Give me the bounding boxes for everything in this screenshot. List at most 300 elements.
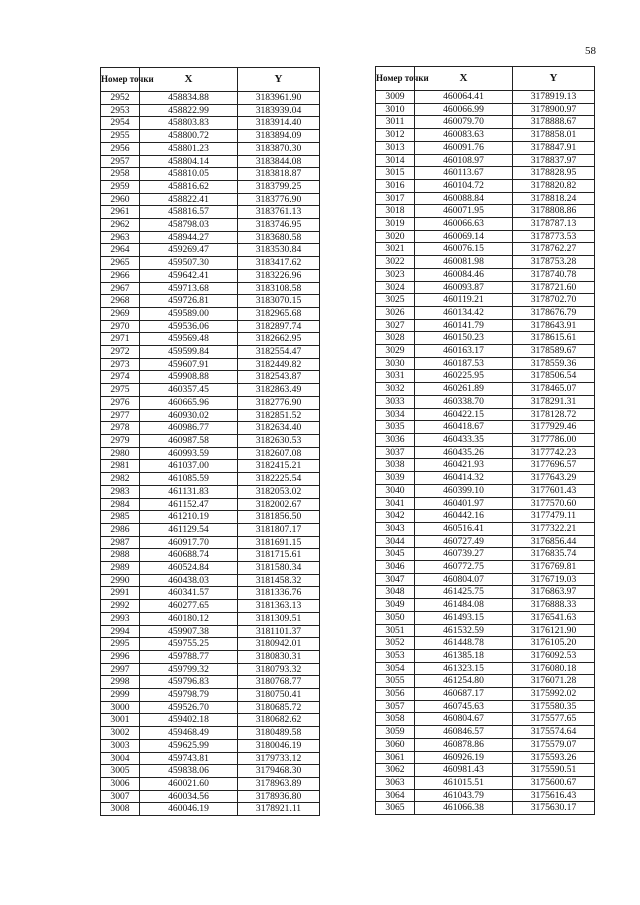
- x-coordinate-cell: 461323.15: [415, 662, 513, 675]
- x-coordinate-cell: 461493.15: [415, 611, 513, 624]
- point-number-cell: 3020: [376, 230, 415, 243]
- x-coordinate-cell: 461484.08: [415, 599, 513, 612]
- table-row: [376, 649, 595, 662]
- y-coordinate-cell: 3178900.97: [513, 103, 595, 116]
- x-coordinate-cell: 460081.98: [415, 256, 513, 269]
- point-number-cell: 3059: [376, 726, 415, 739]
- point-number-cell: 3065: [376, 802, 415, 815]
- point-number-cell: 3009: [376, 91, 415, 104]
- x-coordinate-cell: 460804.07: [415, 573, 513, 586]
- point-number-cell: 3008: [101, 803, 140, 816]
- x-coordinate-cell: 459526.70: [140, 701, 238, 714]
- x-coordinate-cell: 460399.10: [415, 484, 513, 497]
- x-coordinate-cell: 460088.84: [415, 192, 513, 205]
- x-coordinate-cell: 459536.06: [140, 320, 238, 333]
- table-row: [101, 180, 320, 193]
- x-coordinate-cell: 459625.99: [140, 739, 238, 752]
- x-coordinate-cell: 460150.23: [415, 332, 513, 345]
- y-coordinate-cell: 3181715.61: [238, 549, 320, 562]
- y-coordinate-cell: 3179733.12: [238, 752, 320, 765]
- x-coordinate-cell: 459713.68: [140, 282, 238, 295]
- x-coordinate-cell: 461085.59: [140, 473, 238, 486]
- point-number-cell: 3063: [376, 776, 415, 789]
- x-coordinate-cell: 459569.48: [140, 333, 238, 346]
- x-coordinate-cell: 459507.30: [140, 257, 238, 270]
- table-row: [101, 587, 320, 600]
- x-coordinate-cell: 458810.05: [140, 168, 238, 181]
- point-number-cell: 3014: [376, 154, 415, 167]
- point-number-cell: 3045: [376, 548, 415, 561]
- y-coordinate-cell: 3175580.35: [513, 700, 595, 713]
- y-coordinate-cell: 3181309.51: [238, 612, 320, 625]
- x-coordinate-cell: 460516.41: [415, 522, 513, 535]
- x-coordinate-cell: 458801.23: [140, 142, 238, 155]
- x-coordinate-cell: 460926.19: [415, 751, 513, 764]
- point-number-cell: 2960: [101, 193, 140, 206]
- table-row: [376, 91, 595, 104]
- point-number-cell: 3056: [376, 688, 415, 701]
- table-row: [101, 244, 320, 257]
- x-coordinate-cell: 460414.32: [415, 472, 513, 485]
- y-coordinate-cell: 3177322.21: [513, 522, 595, 535]
- point-number-cell: 3027: [376, 319, 415, 332]
- point-number-cell: 3038: [376, 459, 415, 472]
- x-coordinate-cell: 460687.17: [415, 688, 513, 701]
- y-coordinate-cell: 3178465.07: [513, 383, 595, 396]
- x-coordinate-cell: 460435.26: [415, 446, 513, 459]
- table-row: [376, 548, 595, 561]
- point-number-cell: 3034: [376, 408, 415, 421]
- point-number-cell: 2981: [101, 460, 140, 473]
- point-number-cell: 3046: [376, 561, 415, 574]
- y-coordinate-cell: 3176121.90: [513, 624, 595, 637]
- x-coordinate-cell: 460091.76: [415, 141, 513, 154]
- y-coordinate-cell: 3183530.84: [238, 244, 320, 257]
- table-row: [101, 219, 320, 232]
- point-number-cell: 3060: [376, 738, 415, 751]
- y-coordinate-cell: 3178888.67: [513, 116, 595, 129]
- point-number-cell: 3023: [376, 268, 415, 281]
- point-number-cell: 3000: [101, 701, 140, 714]
- y-coordinate-cell: 3182607.08: [238, 447, 320, 460]
- point-number-cell: 2973: [101, 358, 140, 371]
- point-number-cell: 2967: [101, 282, 140, 295]
- table-row: [376, 421, 595, 434]
- y-coordinate-cell: 3183939.04: [238, 104, 320, 117]
- x-coordinate-cell: 458822.41: [140, 193, 238, 206]
- point-number-cell: 3057: [376, 700, 415, 713]
- table-row: [376, 624, 595, 637]
- y-coordinate-cell: 3178921.11: [238, 803, 320, 816]
- table-row: [376, 675, 595, 688]
- y-coordinate-cell: 3175593.26: [513, 751, 595, 764]
- table-row: [101, 320, 320, 333]
- y-coordinate-cell: 3178847.91: [513, 141, 595, 154]
- table-row: [101, 612, 320, 625]
- table-row: [376, 116, 595, 129]
- point-number-cell: 2970: [101, 320, 140, 333]
- point-number-cell: 2966: [101, 269, 140, 282]
- x-coordinate-cell: 460727.49: [415, 535, 513, 548]
- x-coordinate-cell: 460163.17: [415, 345, 513, 358]
- point-number-cell: 3024: [376, 281, 415, 294]
- point-number-cell: 3035: [376, 421, 415, 434]
- point-number-cell: 3048: [376, 586, 415, 599]
- table-row: [101, 460, 320, 473]
- y-coordinate-cell: 3182776.90: [238, 396, 320, 409]
- point-number-cell: 3061: [376, 751, 415, 764]
- table-row: [376, 383, 595, 396]
- table-row: [101, 803, 320, 816]
- table-row: [101, 777, 320, 790]
- x-coordinate-cell: 461532.59: [415, 624, 513, 637]
- point-number-cell: 3004: [101, 752, 140, 765]
- x-coordinate-cell: 459726.81: [140, 295, 238, 308]
- point-number-cell: 3042: [376, 510, 415, 523]
- coordinates-table-right: [375, 66, 595, 815]
- x-coordinate-cell: 460083.63: [415, 129, 513, 142]
- y-coordinate-cell: 3176863.97: [513, 586, 595, 599]
- point-number-cell: 2965: [101, 257, 140, 270]
- x-coordinate-cell: 459402.18: [140, 714, 238, 727]
- y-coordinate-cell: 3178828.95: [513, 167, 595, 180]
- table-row: [101, 206, 320, 219]
- x-coordinate-cell: 459798.79: [140, 689, 238, 702]
- y-coordinate-cell: 3181856.50: [238, 511, 320, 524]
- point-number-cell: 3050: [376, 611, 415, 624]
- x-coordinate-cell: 460745.63: [415, 700, 513, 713]
- point-number-cell: 2969: [101, 307, 140, 320]
- point-number-cell: 2983: [101, 485, 140, 498]
- point-number-cell: 2999: [101, 689, 140, 702]
- y-coordinate-cell: 3183417.62: [238, 257, 320, 270]
- table-row: [376, 802, 595, 815]
- table-row: [101, 307, 320, 320]
- point-number-cell: 3043: [376, 522, 415, 535]
- point-number-cell: 2955: [101, 130, 140, 143]
- x-coordinate-cell: 459788.77: [140, 650, 238, 663]
- y-coordinate-cell: 3183680.58: [238, 231, 320, 244]
- x-coordinate-cell: 460069.14: [415, 230, 513, 243]
- y-coordinate-cell: 3177601.43: [513, 484, 595, 497]
- x-coordinate-cell: 460034.56: [140, 790, 238, 803]
- table-row: [101, 282, 320, 295]
- y-coordinate-cell: 3182415.21: [238, 460, 320, 473]
- x-coordinate-cell: 459468.49: [140, 727, 238, 740]
- y-coordinate-cell: 3178676.79: [513, 306, 595, 319]
- x-coordinate-cell: 461152.47: [140, 498, 238, 511]
- y-coordinate-cell: 3180942.01: [238, 638, 320, 651]
- table-row: [101, 473, 320, 486]
- x-coordinate-cell: 461129.54: [140, 523, 238, 536]
- y-coordinate-cell: 3180768.77: [238, 676, 320, 689]
- y-coordinate-cell: 3175630.17: [513, 802, 595, 815]
- point-number-cell: 3033: [376, 395, 415, 408]
- table-row: [376, 433, 595, 446]
- table-row: [101, 523, 320, 536]
- x-coordinate-cell: 460986.77: [140, 422, 238, 435]
- header-y: Y: [513, 67, 595, 91]
- y-coordinate-cell: 3178808.86: [513, 205, 595, 218]
- table-row: [101, 714, 320, 727]
- point-number-cell: 2989: [101, 562, 140, 575]
- y-coordinate-cell: 3177742.23: [513, 446, 595, 459]
- point-number-cell: 3062: [376, 764, 415, 777]
- table-row: [101, 536, 320, 549]
- table-header-row: [376, 67, 595, 91]
- x-coordinate-cell: 459799.32: [140, 663, 238, 676]
- table-row: [376, 726, 595, 739]
- x-coordinate-cell: 460665.96: [140, 396, 238, 409]
- point-number-cell: 3031: [376, 370, 415, 383]
- table-row: [376, 243, 595, 256]
- table-row: [101, 409, 320, 422]
- x-coordinate-cell: 460093.87: [415, 281, 513, 294]
- y-coordinate-cell: 3178721.60: [513, 281, 595, 294]
- table-row: [101, 142, 320, 155]
- table-row: [376, 459, 595, 472]
- coordinates-table-left: [100, 67, 320, 816]
- table-row: [101, 701, 320, 714]
- point-number-cell: 2984: [101, 498, 140, 511]
- point-number-cell: 2956: [101, 142, 140, 155]
- x-coordinate-cell: 460046.19: [140, 803, 238, 816]
- table-row: [376, 408, 595, 421]
- x-coordinate-cell: 461448.78: [415, 637, 513, 650]
- y-coordinate-cell: 3178820.82: [513, 179, 595, 192]
- y-coordinate-cell: 3183761.13: [238, 206, 320, 219]
- y-coordinate-cell: 3182449.82: [238, 358, 320, 371]
- x-coordinate-cell: 460878.86: [415, 738, 513, 751]
- table-row: [101, 574, 320, 587]
- y-coordinate-cell: 3183818.87: [238, 168, 320, 181]
- y-coordinate-cell: 3175600.67: [513, 776, 595, 789]
- point-number-cell: 3044: [376, 535, 415, 548]
- table-row: [101, 485, 320, 498]
- point-number-cell: 2995: [101, 638, 140, 651]
- header-point-number: Номер точки: [376, 67, 415, 91]
- x-coordinate-cell: 460846.57: [415, 726, 513, 739]
- point-number-cell: 3013: [376, 141, 415, 154]
- point-number-cell: 3053: [376, 649, 415, 662]
- point-number-cell: 3016: [376, 179, 415, 192]
- x-coordinate-cell: 458800.72: [140, 130, 238, 143]
- point-number-cell: 3055: [376, 675, 415, 688]
- table-row: [101, 396, 320, 409]
- point-number-cell: 2988: [101, 549, 140, 562]
- table-row: [101, 790, 320, 803]
- table-row: [101, 650, 320, 663]
- table-row: [376, 319, 595, 332]
- y-coordinate-cell: 3175579.07: [513, 738, 595, 751]
- x-coordinate-cell: 458816.62: [140, 180, 238, 193]
- x-coordinate-cell: 460277.65: [140, 600, 238, 613]
- x-coordinate-cell: 460084.46: [415, 268, 513, 281]
- table-row: [376, 738, 595, 751]
- y-coordinate-cell: 3176080.18: [513, 662, 595, 675]
- point-number-cell: 3019: [376, 218, 415, 231]
- x-coordinate-cell: 460071.95: [415, 205, 513, 218]
- x-coordinate-cell: 461131.83: [140, 485, 238, 498]
- point-number-cell: 3028: [376, 332, 415, 345]
- x-coordinate-cell: 458944.27: [140, 231, 238, 244]
- y-coordinate-cell: 3175577.65: [513, 713, 595, 726]
- page-number: 58: [585, 45, 596, 57]
- x-coordinate-cell: 460104.72: [415, 179, 513, 192]
- y-coordinate-cell: 3178919.13: [513, 91, 595, 104]
- point-number-cell: 2974: [101, 371, 140, 384]
- table-row: [101, 562, 320, 575]
- table-row: [101, 447, 320, 460]
- table-row: [376, 179, 595, 192]
- y-coordinate-cell: 3182863.49: [238, 384, 320, 397]
- point-number-cell: 3007: [101, 790, 140, 803]
- table-row: [376, 522, 595, 535]
- y-coordinate-cell: 3182897.74: [238, 320, 320, 333]
- point-number-cell: 2997: [101, 663, 140, 676]
- point-number-cell: 3010: [376, 103, 415, 116]
- x-coordinate-cell: 461043.79: [415, 789, 513, 802]
- point-number-cell: 2998: [101, 676, 140, 689]
- y-coordinate-cell: 3182543.87: [238, 371, 320, 384]
- x-coordinate-cell: 459908.88: [140, 371, 238, 384]
- point-number-cell: 3064: [376, 789, 415, 802]
- point-number-cell: 2972: [101, 346, 140, 359]
- point-number-cell: 2958: [101, 168, 140, 181]
- x-coordinate-cell: 461210.19: [140, 511, 238, 524]
- x-coordinate-cell: 460981.43: [415, 764, 513, 777]
- x-coordinate-cell: 460064.41: [415, 91, 513, 104]
- x-coordinate-cell: 460338.70: [415, 395, 513, 408]
- y-coordinate-cell: 3178506.54: [513, 370, 595, 383]
- table-row: [101, 511, 320, 524]
- table-row: [101, 130, 320, 143]
- y-coordinate-cell: 3178128.72: [513, 408, 595, 421]
- table-row: [376, 141, 595, 154]
- y-coordinate-cell: 3181807.17: [238, 523, 320, 536]
- point-number-cell: 3049: [376, 599, 415, 612]
- table-row: [376, 154, 595, 167]
- y-coordinate-cell: 3176541.63: [513, 611, 595, 624]
- table-row: [376, 561, 595, 574]
- table-row: [376, 230, 595, 243]
- table-row: [101, 765, 320, 778]
- y-coordinate-cell: 3180750.41: [238, 689, 320, 702]
- table-row: [101, 92, 320, 105]
- x-coordinate-cell: 459642.41: [140, 269, 238, 282]
- y-coordinate-cell: 3178936.80: [238, 790, 320, 803]
- table-row: [376, 395, 595, 408]
- y-coordinate-cell: 3178963.89: [238, 777, 320, 790]
- point-number-cell: 3041: [376, 497, 415, 510]
- table-row: [376, 103, 595, 116]
- y-coordinate-cell: 3183961.90: [238, 92, 320, 105]
- y-coordinate-cell: 3178858.01: [513, 129, 595, 142]
- point-number-cell: 3030: [376, 357, 415, 370]
- table-row: [376, 662, 595, 675]
- x-coordinate-cell: 459755.25: [140, 638, 238, 651]
- y-coordinate-cell: 3182630.53: [238, 434, 320, 447]
- y-coordinate-cell: 3178291.31: [513, 395, 595, 408]
- point-number-cell: 2963: [101, 231, 140, 244]
- table-row: [101, 689, 320, 702]
- x-coordinate-cell: 460225.95: [415, 370, 513, 383]
- x-coordinate-cell: 459743.81: [140, 752, 238, 765]
- table-row: [101, 600, 320, 613]
- table-row: [376, 167, 595, 180]
- y-coordinate-cell: 3183776.90: [238, 193, 320, 206]
- table-row: [101, 434, 320, 447]
- point-number-cell: 2954: [101, 117, 140, 130]
- point-number-cell: 2957: [101, 155, 140, 168]
- x-coordinate-cell: 460772.75: [415, 561, 513, 574]
- y-coordinate-cell: 3176835.74: [513, 548, 595, 561]
- x-coordinate-cell: 458803.83: [140, 117, 238, 130]
- y-coordinate-cell: 3175590.51: [513, 764, 595, 777]
- table-row: [376, 345, 595, 358]
- x-coordinate-cell: 459607.91: [140, 358, 238, 371]
- y-coordinate-cell: 3175574.64: [513, 726, 595, 739]
- y-coordinate-cell: 3181691.15: [238, 536, 320, 549]
- table-header-row: [101, 68, 320, 92]
- y-coordinate-cell: 3176092.53: [513, 649, 595, 662]
- table-row: [101, 625, 320, 638]
- table-row: [101, 498, 320, 511]
- y-coordinate-cell: 3176105.20: [513, 637, 595, 650]
- x-coordinate-cell: 461066.38: [415, 802, 513, 815]
- x-coordinate-cell: 460433.35: [415, 433, 513, 446]
- y-coordinate-cell: 3177643.29: [513, 472, 595, 485]
- y-coordinate-cell: 3183914.40: [238, 117, 320, 130]
- table-row: [101, 739, 320, 752]
- table-row: [101, 231, 320, 244]
- table-row: [376, 751, 595, 764]
- y-coordinate-cell: 3178615.61: [513, 332, 595, 345]
- point-number-cell: 3001: [101, 714, 140, 727]
- y-coordinate-cell: 3183070.15: [238, 295, 320, 308]
- point-number-cell: 2992: [101, 600, 140, 613]
- table-row: [376, 688, 595, 701]
- y-coordinate-cell: 3181580.34: [238, 562, 320, 575]
- point-number-cell: 3015: [376, 167, 415, 180]
- table-row: [101, 333, 320, 346]
- header-x: X: [140, 68, 238, 92]
- y-coordinate-cell: 3182002.67: [238, 498, 320, 511]
- table-row: [101, 422, 320, 435]
- point-number-cell: 3039: [376, 472, 415, 485]
- y-coordinate-cell: 3178702.70: [513, 294, 595, 307]
- y-coordinate-cell: 3178837.97: [513, 154, 595, 167]
- x-coordinate-cell: 460438.03: [140, 574, 238, 587]
- table-row: [376, 332, 595, 345]
- point-number-cell: 3022: [376, 256, 415, 269]
- table-row: [101, 168, 320, 181]
- y-coordinate-cell: 3175992.02: [513, 688, 595, 701]
- x-coordinate-cell: 460066.99: [415, 103, 513, 116]
- x-coordinate-cell: 460442.16: [415, 510, 513, 523]
- y-coordinate-cell: 3182851.52: [238, 409, 320, 422]
- x-coordinate-cell: 459269.47: [140, 244, 238, 257]
- point-number-cell: 3017: [376, 192, 415, 205]
- point-number-cell: 3003: [101, 739, 140, 752]
- x-coordinate-cell: 460422.15: [415, 408, 513, 421]
- y-coordinate-cell: 3183746.95: [238, 219, 320, 232]
- table-row: [376, 370, 595, 383]
- header-x: X: [415, 67, 513, 91]
- x-coordinate-cell: 460076.15: [415, 243, 513, 256]
- table-row: [101, 676, 320, 689]
- x-coordinate-cell: 460739.27: [415, 548, 513, 561]
